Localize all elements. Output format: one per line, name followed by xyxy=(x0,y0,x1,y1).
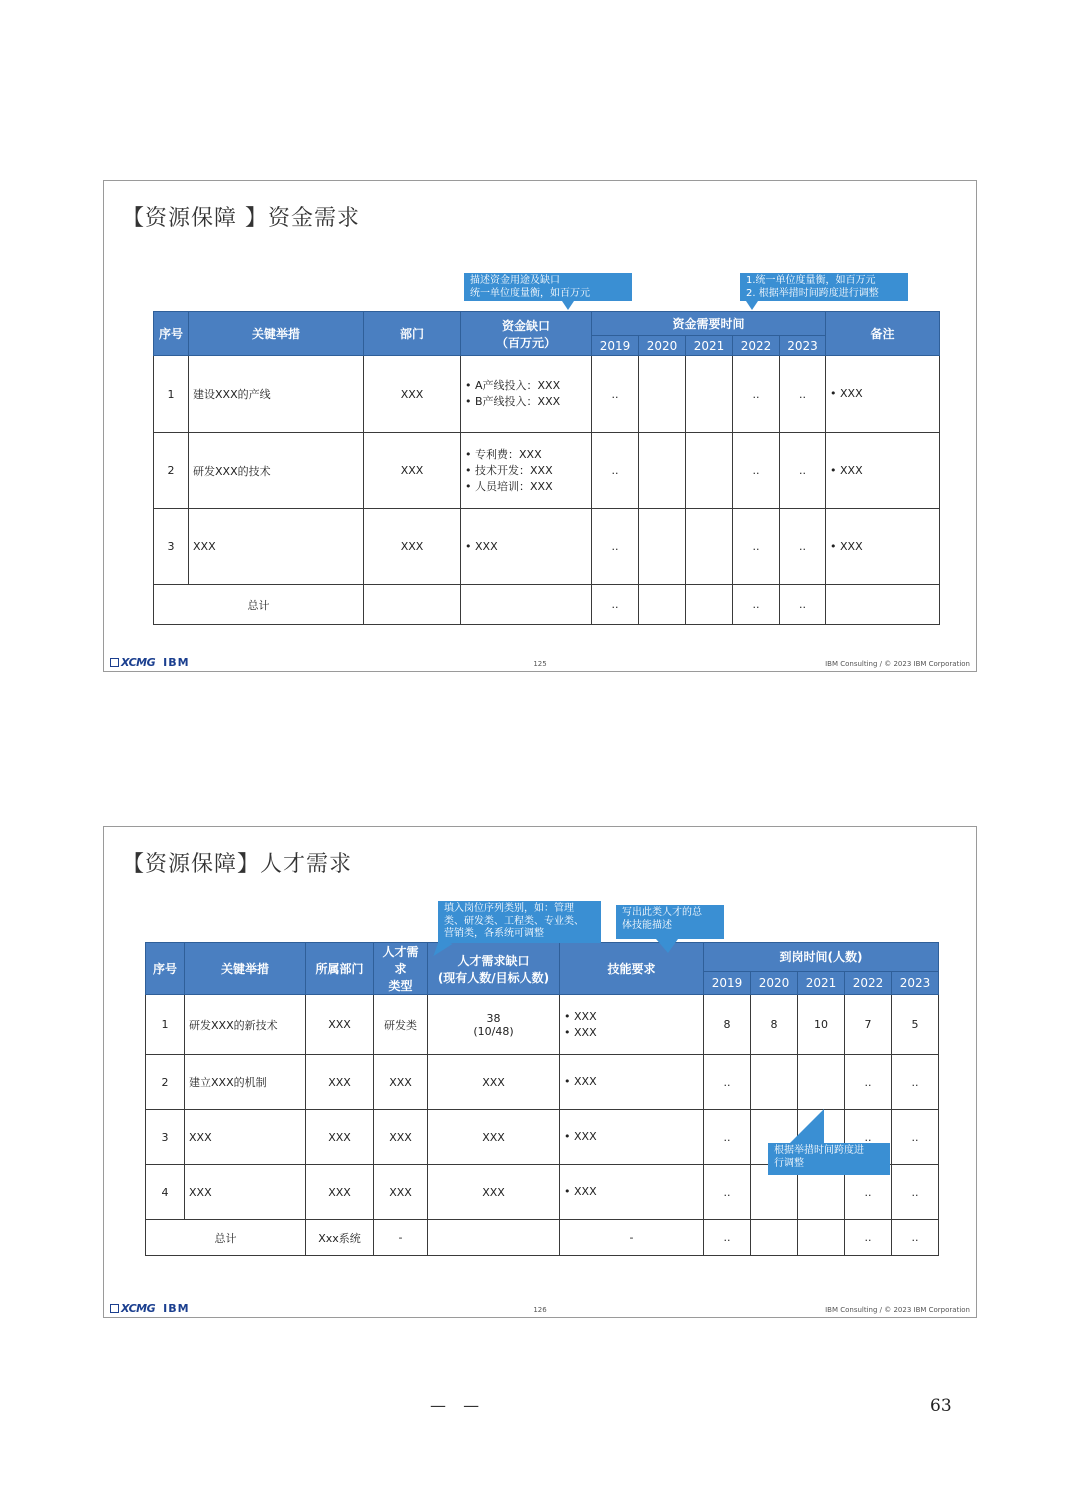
cell-dept: XXX xyxy=(306,1110,374,1165)
cell-note xyxy=(826,509,940,585)
cell-year: .. xyxy=(845,1165,892,1220)
list-item: • 专利费：XXX xyxy=(465,447,587,463)
cell-gap xyxy=(461,509,592,585)
header-time: 到岗时间(人数) xyxy=(704,943,939,972)
cell-year: 10 xyxy=(798,995,845,1055)
header-year: 2020 xyxy=(751,971,798,994)
callout-line: 体技能描述 xyxy=(622,919,672,931)
slide-page-number: 126 xyxy=(533,1306,547,1314)
callout-line: 行调整 xyxy=(774,1157,804,1169)
list-item: • B产线投入：XXX xyxy=(465,394,587,410)
cell-gap xyxy=(461,356,592,433)
cell-year: .. xyxy=(892,1110,939,1165)
callout-skill-desc xyxy=(616,905,724,939)
header-type xyxy=(374,943,428,995)
header-year: 2022 xyxy=(845,971,892,994)
cell-year: .. xyxy=(892,1220,939,1256)
header-gap-line2: （百万元） xyxy=(495,335,556,350)
cell-year: 7 xyxy=(845,995,892,1055)
cell-total-type: - xyxy=(374,1220,428,1256)
header-time: 资金需要时间 xyxy=(592,312,826,336)
cell-measure: 研发XXX的技术 xyxy=(189,433,364,509)
callout-line: 类、研发类、工程类、专业类、 xyxy=(444,915,584,927)
cell-dept: XXX xyxy=(306,1055,374,1110)
cell-year: .. xyxy=(892,1055,939,1110)
cell-year xyxy=(686,356,733,433)
cell-year: .. xyxy=(704,1055,751,1110)
cell-measure: 研发XXX的新技术 xyxy=(185,995,306,1055)
callout-line: 营销类，各系统可调整 xyxy=(444,928,544,939)
cell-year xyxy=(798,1055,845,1110)
cell-year: 8 xyxy=(704,995,751,1055)
cell-note xyxy=(826,433,940,509)
table-row xyxy=(154,433,940,509)
cell-year xyxy=(798,1220,845,1256)
table-row xyxy=(146,1055,939,1110)
list-item: • 人员培训：XXX xyxy=(465,479,587,495)
list-item: • XXX xyxy=(564,1074,699,1090)
cell-total-skill: - xyxy=(560,1220,704,1256)
cell-empty xyxy=(826,585,940,625)
header-year: 2021 xyxy=(798,971,845,994)
cell-year: .. xyxy=(780,433,826,509)
table-row xyxy=(154,509,940,585)
callout-line: 写出此类人才的总 xyxy=(622,907,702,918)
copyright: IBM Consulting / © 2023 IBM Corporation xyxy=(825,660,970,668)
total-row xyxy=(154,585,940,625)
page-number: 63 xyxy=(930,1396,952,1416)
callout-pointer xyxy=(562,301,574,310)
callout-line: 填入岗位序列类别，如：管理 xyxy=(444,903,574,914)
list-item: • 技术开发：XXX xyxy=(465,463,587,479)
cell-empty xyxy=(428,1220,560,1256)
cell-measure: XXX xyxy=(185,1110,306,1165)
cell-gap: XXX xyxy=(428,1110,560,1165)
header-year: 2023 xyxy=(780,336,826,356)
slide-page-number: 125 xyxy=(533,660,547,668)
cell-seq: 1 xyxy=(154,356,189,433)
funding-table xyxy=(153,311,940,625)
slide-funding-requirements xyxy=(103,180,977,672)
slide-footer xyxy=(110,1301,970,1315)
cell-year: 5 xyxy=(892,995,939,1055)
table-row xyxy=(146,995,939,1055)
header-seq: 序号 xyxy=(154,312,189,356)
cell-year: .. xyxy=(704,1165,751,1220)
cell-total-label: 总计 xyxy=(154,585,364,625)
cell-skill xyxy=(560,1055,704,1110)
cell-dept: XXX xyxy=(364,356,461,433)
header-gap-line2: (现有人数/目标人数) xyxy=(437,970,550,985)
header-year: 2022 xyxy=(733,336,780,356)
header-dept: 部门 xyxy=(364,312,461,356)
cell-year: .. xyxy=(592,433,639,509)
slide-title: 【资源保障 】资金需求 xyxy=(122,206,360,231)
page-dash: — — xyxy=(430,1396,486,1415)
cell-year: .. xyxy=(733,585,780,625)
cell-year: .. xyxy=(845,1110,892,1165)
cell-empty xyxy=(364,585,461,625)
cell-seq: 2 xyxy=(146,1055,185,1110)
callout-line: 根据举措时间跨度进 xyxy=(774,1145,864,1156)
header-gap-line1: 资金缺口 xyxy=(501,318,550,333)
cell-dept: XXX xyxy=(364,433,461,509)
header-seq: 序号 xyxy=(146,943,185,995)
cell-empty xyxy=(461,585,592,625)
callout-line: 1.统一单位度量衡，如百万元 xyxy=(746,275,876,286)
cell-year: .. xyxy=(592,585,639,625)
callout-unit-adjust xyxy=(740,273,908,301)
callout-line: 2. 根据举措时间跨度进行调整 xyxy=(746,287,879,299)
cell-total-label: 总计 xyxy=(146,1220,306,1256)
list-item: • XXX xyxy=(830,386,935,402)
cell-total-dept: Xxx系统 xyxy=(306,1220,374,1256)
header-skill: 技能要求 xyxy=(560,943,704,995)
callout-pointer xyxy=(790,1109,824,1143)
cell-dept: XXX xyxy=(364,509,461,585)
cell-measure: XXX xyxy=(189,509,364,585)
callout-time-adjust xyxy=(768,1143,890,1175)
talent-table xyxy=(145,942,939,1256)
header-gap xyxy=(461,312,592,356)
ibm-wordmark: IBM xyxy=(163,1302,190,1315)
cell-year: .. xyxy=(592,509,639,585)
cell-year xyxy=(686,585,733,625)
cell-type: XXX xyxy=(374,1110,428,1165)
cell-note xyxy=(826,356,940,433)
cell-dept: XXX xyxy=(306,1165,374,1220)
cell-seq: 2 xyxy=(154,433,189,509)
cell-year: .. xyxy=(733,356,780,433)
cell-year: .. xyxy=(733,509,780,585)
header-note: 备注 xyxy=(826,312,940,356)
cell-measure: 建立XXX的机制 xyxy=(185,1055,306,1110)
cell-year: .. xyxy=(845,1055,892,1110)
cell-type: 研发类 xyxy=(374,995,428,1055)
cell-skill xyxy=(560,1110,704,1165)
slide-talent-requirements xyxy=(103,826,977,1318)
header-type-line2: 类型 xyxy=(388,979,413,993)
cell-year xyxy=(751,1055,798,1110)
header-year: 2019 xyxy=(704,971,751,994)
xcmg-wordmark: XCMG xyxy=(121,656,156,669)
cell-gap xyxy=(428,995,560,1055)
header-measure: 关键举措 xyxy=(185,943,306,995)
cell-seq: 3 xyxy=(154,509,189,585)
cell-type: XXX xyxy=(374,1165,428,1220)
cell-seq: 4 xyxy=(146,1165,185,1220)
list-item: • XXX xyxy=(564,1184,699,1200)
copyright: IBM Consulting / © 2023 IBM Corporation xyxy=(825,1306,970,1314)
cell-year: .. xyxy=(892,1165,939,1220)
list-item: • XXX xyxy=(465,539,587,555)
cell-gap: XXX xyxy=(428,1055,560,1110)
cell-year xyxy=(751,1220,798,1256)
header-year: 2023 xyxy=(892,971,939,994)
table-row xyxy=(154,356,940,433)
header-measure: 关键举措 xyxy=(189,312,364,356)
header-gap-line1: 人才需求缺口 xyxy=(457,953,530,968)
xcmg-wordmark: XCMG xyxy=(121,1302,156,1315)
list-item: • XXX xyxy=(830,463,935,479)
callout-pointer xyxy=(656,939,678,953)
callout-pointer xyxy=(746,301,758,310)
callout-line: 描述资金用途及缺口 xyxy=(470,275,560,286)
ibm-wordmark: IBM xyxy=(163,656,190,669)
list-item: • XXX xyxy=(830,539,935,555)
list-item: • XXX xyxy=(564,1025,699,1041)
cell-gap: XXX xyxy=(428,1165,560,1220)
slide-footer xyxy=(110,655,970,669)
cell-year xyxy=(639,585,686,625)
cell-year: .. xyxy=(704,1220,751,1256)
cell-measure: 建设XXX的产线 xyxy=(189,356,364,433)
header-year: 2019 xyxy=(592,336,639,356)
list-item: • XXX xyxy=(564,1129,699,1145)
cell-year xyxy=(639,433,686,509)
callout-position-type xyxy=(438,901,601,943)
cell-year: .. xyxy=(780,585,826,625)
cell-measure: XXX xyxy=(185,1165,306,1220)
callout-funding-usage xyxy=(464,273,632,301)
header-dept: 所属部门 xyxy=(306,943,374,995)
slide-title: 【资源保障】人才需求 xyxy=(122,852,353,877)
header-year: 2021 xyxy=(686,336,733,356)
cell-type: XXX xyxy=(374,1055,428,1110)
cell-year xyxy=(639,509,686,585)
cell-year: 8 xyxy=(751,995,798,1055)
cell-year: .. xyxy=(704,1110,751,1165)
list-item: • A产线投入：XXX xyxy=(465,378,587,394)
cell-year: .. xyxy=(592,356,639,433)
cell-seq: 3 xyxy=(146,1110,185,1165)
cell-year xyxy=(686,509,733,585)
total-row xyxy=(146,1220,939,1256)
cell-skill xyxy=(560,1165,704,1220)
cell-dept: XXX xyxy=(306,995,374,1055)
cell-seq: 1 xyxy=(146,995,185,1055)
cell-year xyxy=(639,356,686,433)
header-year: 2020 xyxy=(639,336,686,356)
list-item: • XXX xyxy=(564,1009,699,1025)
cell-year: .. xyxy=(845,1220,892,1256)
cell-skill xyxy=(560,995,704,1055)
cell-gap xyxy=(461,433,592,509)
cell-year: .. xyxy=(780,509,826,585)
callout-line: 统一单位度量衡，如百万元 xyxy=(470,287,590,299)
header-type-line1: 人才需求 xyxy=(382,945,419,976)
cell-gap-line1: 38 xyxy=(486,1011,501,1025)
cell-year: .. xyxy=(733,433,780,509)
cell-gap-line2: (10/48) xyxy=(473,1024,514,1038)
cell-year: .. xyxy=(780,356,826,433)
cell-year xyxy=(686,433,733,509)
